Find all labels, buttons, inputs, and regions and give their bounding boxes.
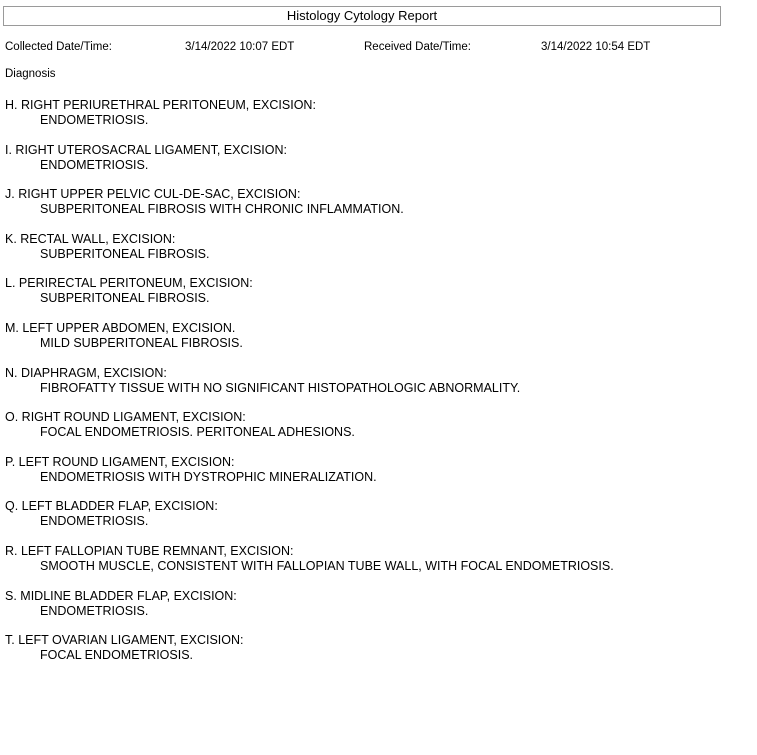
specimen-heading: L. PERIRECTAL PERITONEUM, EXCISION: — [5, 276, 253, 291]
collected-label: Collected Date/Time: — [5, 41, 112, 53]
diagnosis-entry — [5, 98, 750, 143]
specimen-heading: K. RECTAL WALL, EXCISION: — [5, 231, 176, 246]
specimen-heading: M. LEFT UPPER ABDOMEN, EXCISION. — [5, 320, 236, 335]
specimen-finding: FIBROFATTY TISSUE WITH NO SIGNIFICANT HISTOPATHOLOGIC ABNORMALITY. — [40, 380, 521, 395]
specimen-finding: ENDOMETRIOSIS. — [40, 113, 149, 127]
specimen-finding: MILD SUBPERITONEAL FIBROSIS. — [40, 335, 243, 350]
specimen-finding: ENDOMETRIOSIS. — [40, 603, 149, 618]
diagnosis-entry — [5, 544, 750, 589]
specimen-finding: ENDOMETRIOSIS. — [40, 157, 149, 172]
specimen-finding: ENDOMETRIOSIS WITH DYSTROPHIC MINERALIZATION. — [40, 469, 377, 484]
specimen-heading: R. LEFT FALLOPIAN TUBE REMNANT, EXCISION: — [5, 543, 294, 558]
specimen-finding: SUBPERITONEAL FIBROSIS. — [40, 291, 210, 306]
diagnosis-heading: Diagnosis — [5, 68, 56, 80]
date-row — [0, 40, 757, 56]
specimen-heading: T. LEFT OVARIAN LIGAMENT, EXCISION: — [5, 633, 244, 648]
diagnosis-entry — [5, 232, 750, 277]
diagnosis-entry — [5, 187, 750, 232]
specimen-heading: O. RIGHT ROUND LIGAMENT, EXCISION: — [5, 410, 246, 425]
specimen-heading: S. MIDLINE BLADDER FLAP, EXCISION: — [5, 588, 237, 603]
received-value: 3/14/2022 10:54 EDT — [541, 41, 651, 53]
specimen-heading: H. RIGHT PERIURETHRAL PERITONEUM, EXCISION: — [5, 98, 316, 112]
specimen-finding: SUBPERITONEAL FIBROSIS. — [40, 246, 210, 261]
collected-value: 3/14/2022 10:07 EDT — [185, 41, 295, 53]
diagnosis-entry — [5, 589, 750, 634]
diagnosis-entry — [5, 276, 750, 321]
diagnosis-entry — [5, 455, 750, 500]
specimen-heading: P. LEFT ROUND LIGAMENT, EXCISION: — [5, 454, 235, 469]
specimen-heading: Q. LEFT BLADDER FLAP, EXCISION: — [5, 499, 218, 514]
specimen-finding: SUBPERITONEAL FIBROSIS WITH CHRONIC INFLAMMATION. — [40, 202, 404, 217]
diagnosis-entry — [5, 633, 750, 678]
received-label: Received Date/Time: — [364, 41, 471, 53]
specimen-finding: ENDOMETRIOSIS. — [40, 514, 149, 529]
diagnosis-entry — [5, 321, 750, 366]
specimen-heading: I. RIGHT UTEROSACRAL LIGAMENT, EXCISION: — [5, 142, 287, 157]
diagnosis-list — [5, 98, 750, 678]
specimen-heading: J. RIGHT UPPER PELVIC CUL-DE-SAC, EXCISION: — [5, 187, 301, 202]
specimen-finding: SMOOTH MUSCLE, CONSISTENT WITH FALLOPIAN TUBE WALL, WITH FOCAL ENDOMETRIOSIS. — [40, 558, 614, 573]
diagnosis-entry — [5, 143, 750, 188]
diagnosis-entry — [5, 499, 750, 544]
diagnosis-entry — [5, 366, 750, 411]
report-title: Histology Cytology Report — [3, 6, 721, 26]
specimen-finding: FOCAL ENDOMETRIOSIS. — [40, 648, 194, 663]
specimen-heading: N. DIAPHRAGM, EXCISION: — [5, 365, 167, 380]
specimen-finding: FOCAL ENDOMETRIOSIS. PERITONEAL ADHESIONS. — [40, 425, 355, 440]
diagnosis-entry — [5, 410, 750, 455]
